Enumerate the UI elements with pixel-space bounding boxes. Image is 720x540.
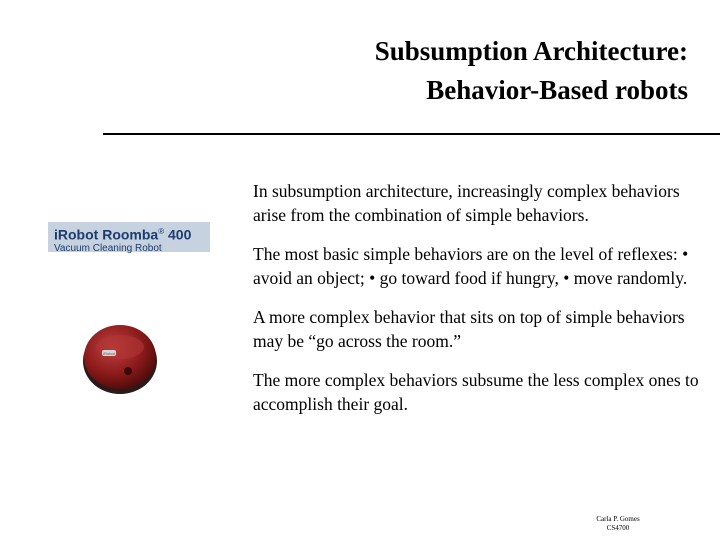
- logo-subtitle: Vacuum Cleaning Robot: [54, 242, 162, 254]
- roomba-logo: [48, 222, 210, 252]
- logo-brand-line: [54, 224, 204, 243]
- footer-course: CS4700: [606, 524, 630, 532]
- robot-button: [124, 367, 132, 375]
- logo-model: 400: [168, 226, 192, 243]
- roomba-robot-image: [80, 317, 160, 397]
- title-divider: [103, 133, 720, 135]
- title-line-2: Behavior-Based robots: [426, 75, 688, 105]
- paragraph-4: The more complex behaviors subsume the less complex ones to accomplish their goal.: [253, 370, 699, 414]
- logo-registered-mark: ®: [158, 227, 165, 236]
- slide-body: [253, 180, 703, 432]
- footer-author: Carla P. Gomes: [596, 515, 640, 523]
- logo-brand: iRobot Roomba: [54, 226, 159, 243]
- slide-footer: [588, 515, 648, 533]
- paragraph-3: A more complex behavior that sits on top of simple behaviors may be “go across the room.”: [253, 307, 685, 351]
- slide-title: [375, 32, 688, 110]
- title-line-1: Subsumption Architecture:: [374, 36, 688, 66]
- robot-badge-text: iRobot: [103, 350, 115, 356]
- paragraph-2: The most basic simple behaviors are on the level of reflexes: • avoid an object; • go toward food if hungry, • move randomly.: [253, 244, 689, 288]
- paragraph-1: In subsumption architecture, increasingly complex behaviors arise from the combination of simple behaviors.: [253, 181, 680, 225]
